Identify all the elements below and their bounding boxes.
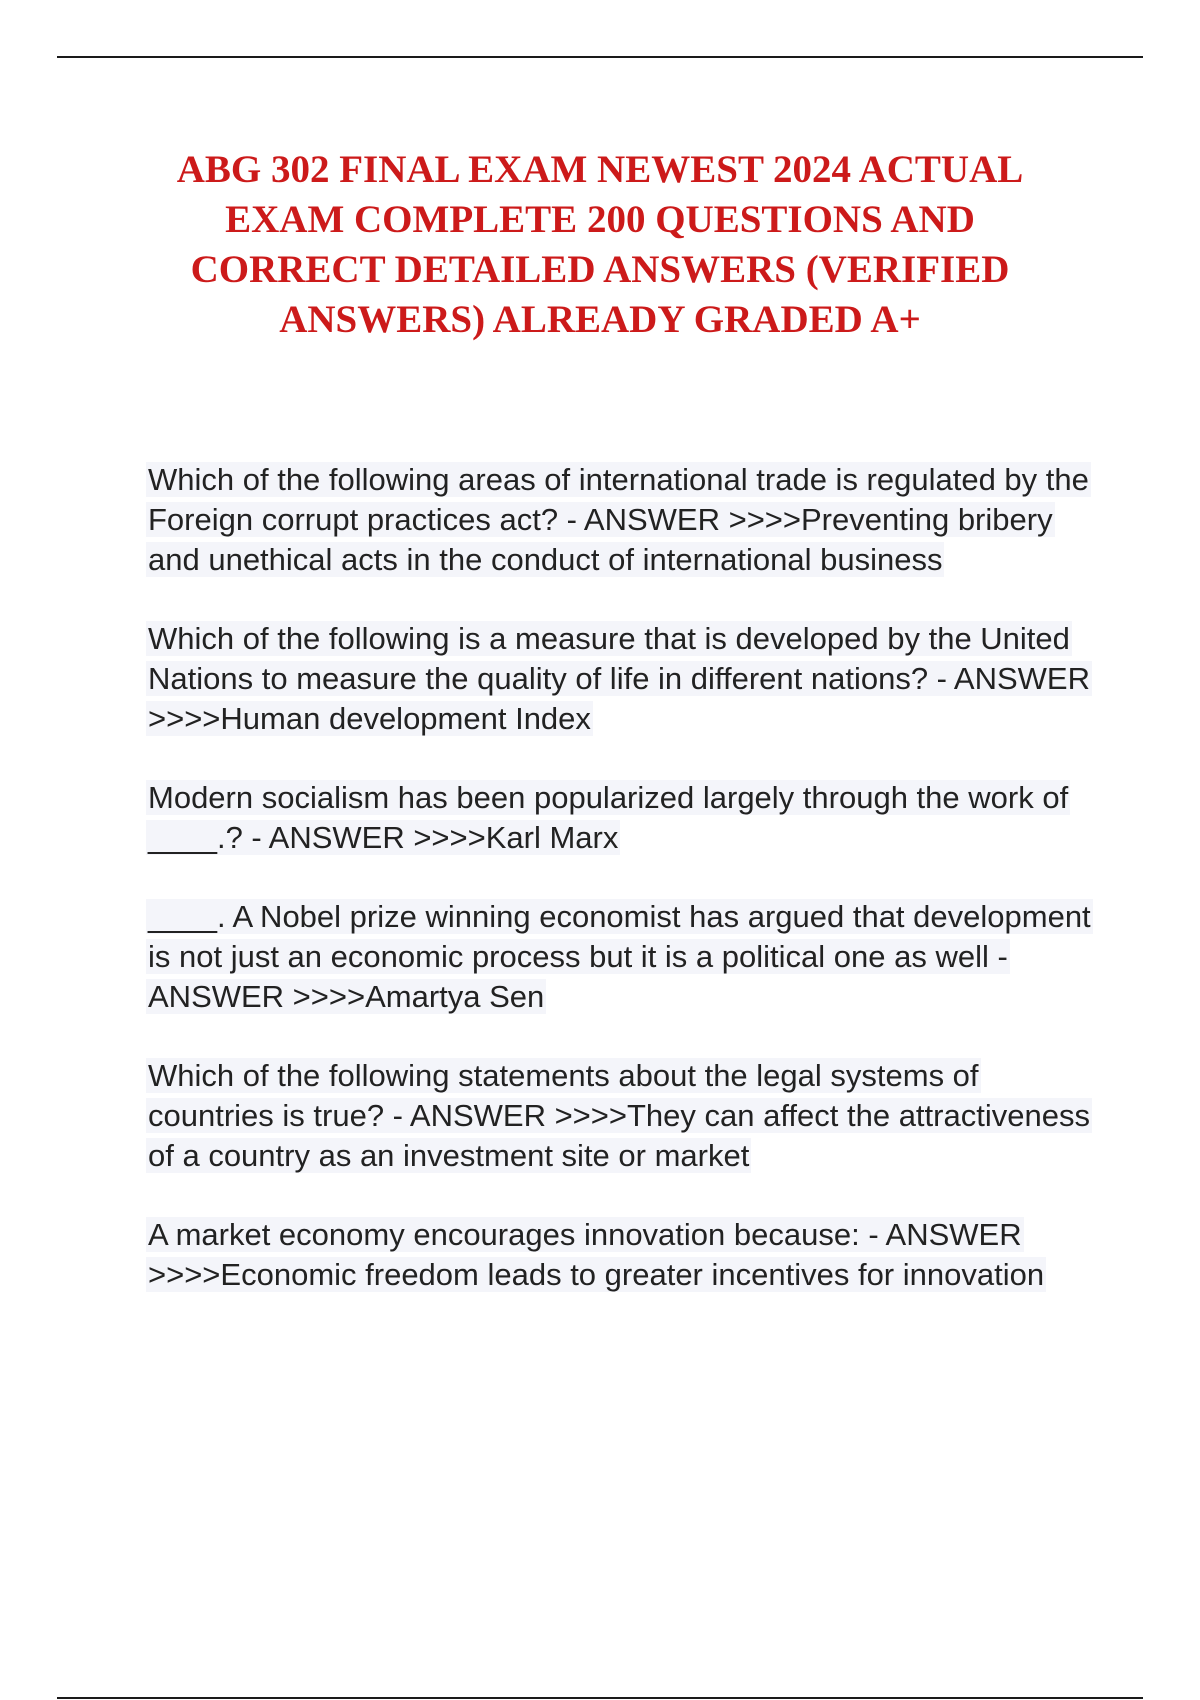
question-text: A market economy encourages innovation because: - ANSWER >>>>Economic freedom leads to greater incentives for innovation [148, 1217, 1045, 1292]
question-text: Modern socialism has been popularized largely through the work of ____.? - ANSWER >>>>Karl Marx [148, 780, 1069, 855]
header-rule [57, 56, 1143, 58]
question-item [146, 897, 1106, 1017]
question-text: Which of the following areas of international trade is regulated by the Foreign corrupt practices act? - ANSWER >>>>Preventing bribery and unethical acts in the conduct of international business [148, 462, 1089, 577]
question-text: ____. A Nobel prize winning economist has argued that development is not just an economic process but it is a political one as well - ANSWER >>>>Amartya Sen [148, 899, 1091, 1014]
question-item [146, 778, 1106, 858]
question-text: Which of the following statements about the legal systems of countries is true? - ANSWER >>>>They can affect the attractiveness of a country as an investment site or market [148, 1058, 1090, 1173]
question-item [146, 1056, 1106, 1176]
document-title: ABG 302 FINAL EXAM NEWEST 2024 ACTUAL EXAM COMPLETE 200 QUESTIONS AND CORRECT DETAILED ANSWERS (VERIFIED ANSWERS) ALREADY GRADED A+ [176, 148, 1024, 341]
question-list [146, 460, 1106, 1334]
question-item [146, 460, 1106, 580]
footer-rule [57, 1697, 1143, 1699]
question-item [146, 619, 1106, 739]
question-text: Which of the following is a measure that is developed by the United Nations to measure the quality of life in different nations? - ANSWER >>>>Human development Index [148, 621, 1090, 736]
question-item [146, 1215, 1106, 1295]
